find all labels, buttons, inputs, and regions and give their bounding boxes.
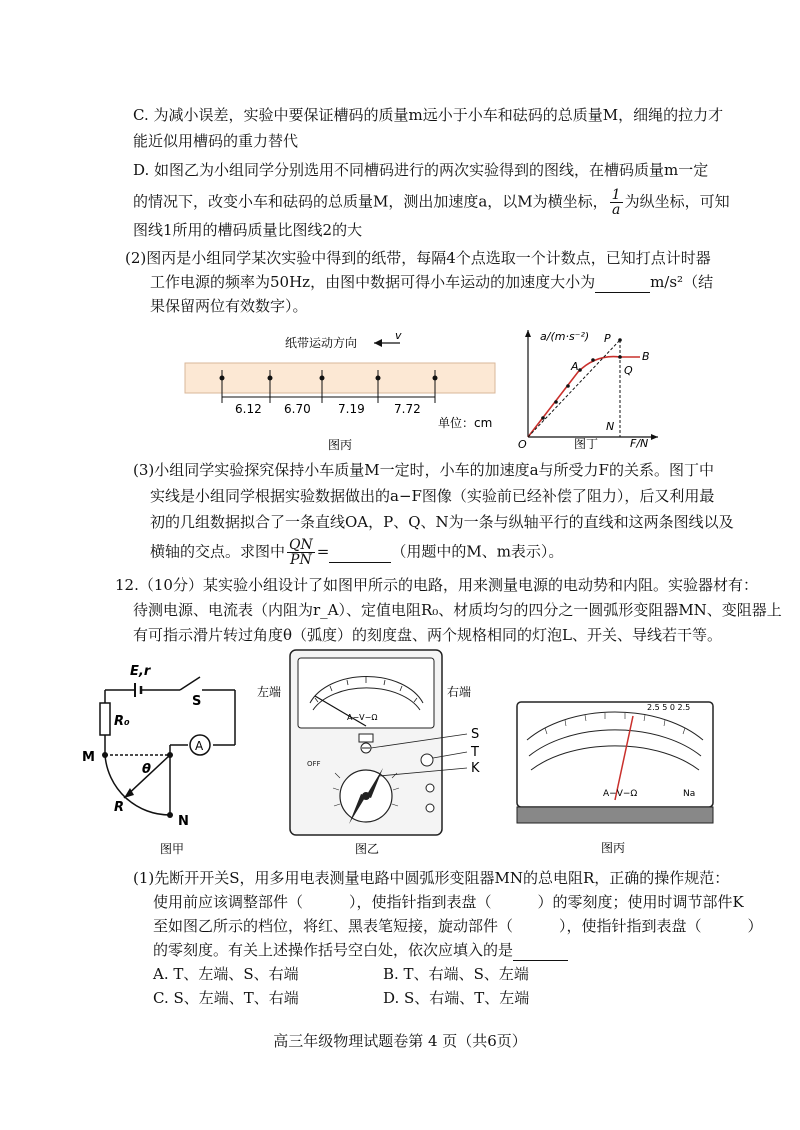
option-d-line1: D. 如图乙为小组同学分别选用不同槽码进行的两次实验得到的图线，在槽码质量m一定 <box>133 161 709 179</box>
point-b-label: B <box>642 350 650 363</box>
node-center <box>167 752 173 758</box>
part3-text-c: （用题中的M、m表示）。 <box>391 542 564 561</box>
na-label: Na <box>683 789 696 799</box>
text: 的零刻度。有关上述操作括号空白处，依次应填入的是 <box>153 941 514 959</box>
tape-unit: 单位：cm <box>438 416 493 430</box>
switch-blade <box>180 677 200 690</box>
ammeter-label: A <box>195 739 204 753</box>
paper-tape <box>185 363 495 393</box>
q12-part1-line4 <box>153 940 568 961</box>
answer-blank-acceleration[interactable] <box>595 272 650 293</box>
y-label: a/(m·s⁻²) <box>540 330 590 343</box>
resistor-label: R₀ <box>114 714 130 729</box>
equals-sign: = <box>316 542 330 561</box>
part-t-knob-icon[interactable] <box>421 754 433 766</box>
text: 使用前应该调整部件（ <box>153 893 304 911</box>
probe-jack-negative[interactable] <box>426 804 434 812</box>
multimeter-figure <box>255 648 495 858</box>
point-p-label: P <box>604 332 611 345</box>
label-t: T <box>471 745 479 760</box>
choice-a[interactable]: A. T、左端、S、右端 <box>153 965 299 983</box>
dial-label: A−V−Ω <box>347 713 378 722</box>
node-m <box>102 752 108 758</box>
part3-text-a: 横轴的交点。求图中 <box>150 542 286 561</box>
n-label: N <box>178 814 189 829</box>
part2-text-a: 工作电源的频率为50Hz，由图中数据可得小车运动的加速度大小为 <box>150 273 596 291</box>
fraction-qn-pn <box>287 538 315 567</box>
tape-caption: 图丙 <box>328 438 353 452</box>
tape-segment-4: 7.72 <box>394 402 421 416</box>
node-n <box>167 812 173 818</box>
origin-label: O <box>518 438 527 451</box>
graph-caption: 图丁 <box>574 437 599 451</box>
part3-line2: 实线是小组同学根据实验数据做出的a−F图像（实验前已经补偿了阻力），后又利用最 <box>150 487 715 505</box>
part2-line1: (2)图丙是小组同学某次实验中得到的纸带，每隔4个点选取一个计数点，已知打点计时器 <box>125 249 711 267</box>
off-label: OFF <box>307 760 321 768</box>
answer-blank-choice[interactable] <box>513 940 568 961</box>
part2-line2 <box>150 272 713 293</box>
tape-segment-3: 7.19 <box>338 402 365 416</box>
option-d-line2 <box>133 188 730 217</box>
frac-den: PN <box>290 552 312 568</box>
fraction-one-over-a <box>610 188 623 217</box>
text: ），使指针指到表盘（ <box>349 893 492 911</box>
option-d-text-b: 为纵坐标，可知 <box>624 192 730 211</box>
left-end-label: 左端 <box>257 685 282 699</box>
part3-line3: 初的几组数据拟合了一条直线OA，P、Q、N为一条与纵轴平行的直线和这两条图线以及 <box>150 513 734 531</box>
q12-part1-line2 <box>153 892 744 912</box>
frac-num: QN <box>289 537 313 553</box>
dial2-label: A−V−Ω <box>603 789 638 799</box>
frac-den: a <box>611 202 621 218</box>
page-footer: 高三年级物理试题卷第 4 页（共6页） <box>273 1032 527 1050</box>
circuit-figure <box>80 655 250 855</box>
range-label: 2.5 5 0 2.5 <box>647 703 691 712</box>
dial-base <box>517 807 713 823</box>
q12-line1: 12.（10分）某实验小组设计了如图甲所示的电路，用来测量电源的电动势和内阻。实验器材有： <box>115 576 758 594</box>
dial-closeup-figure <box>515 700 715 860</box>
option-c-line1: C. 为减小误差，实验中要保证槽码的质量m远小于小车和砝码的总质量M，细绳的拉力才 <box>133 106 724 124</box>
tape-segment-2: 6.70 <box>284 402 311 416</box>
probe-jack-positive[interactable] <box>426 784 434 792</box>
text: ），使指针指到表盘（ <box>559 917 702 935</box>
text: ）的零刻度；使用时调节部件K <box>537 893 744 911</box>
af-graph <box>508 322 668 452</box>
right-end-label: 右端 <box>447 685 472 699</box>
tape-segment-1: 6.12 <box>235 402 262 416</box>
choice-c[interactable]: C. S、左端、T、右端 <box>153 989 299 1007</box>
choice-d[interactable]: D. S、右端、T、左端 <box>383 989 530 1007</box>
x-label: F/N <box>630 437 649 450</box>
label-k: K <box>471 761 480 776</box>
point-a-label: A <box>571 360 579 373</box>
option-d-line3: 图线1所用的槽码质量比图线2的大 <box>133 221 363 239</box>
data-points <box>541 338 622 420</box>
q12-part1-line3 <box>153 916 763 936</box>
part2-line3: 果保留两位有效数字）。 <box>150 297 308 315</box>
multimeter-caption: 图乙 <box>355 842 380 856</box>
option-c-line2: 能近似用槽码的重力替代 <box>133 132 299 150</box>
q12-line2: 待测电源、电流表（内阻为r_A）、定值电阻R₀、材质均匀的四分之一圆弧形变阻器MN、变阻器上 <box>133 601 782 619</box>
arrowhead-icon <box>374 339 382 347</box>
point-q-label: Q <box>624 364 633 377</box>
circuit-caption: 图甲 <box>160 842 185 855</box>
answer-blank-ratio[interactable] <box>329 542 391 563</box>
r-label: R <box>114 800 125 815</box>
label-s: S <box>471 727 480 742</box>
x-axis-arrow-icon <box>651 434 658 440</box>
switch-label: S <box>192 694 202 709</box>
text: 至如图乙所示的档位，将红、黑表笔短接，旋动部件（ <box>153 917 514 935</box>
text: ） <box>747 917 763 935</box>
part3-line1: (3)小组同学实验探究保持小车质量M一定时，小车的加速度a与所受力F的关系。图丁中 <box>133 461 714 479</box>
option-d-text-a: 的情况下，改变小车和砝码的总质量M，测出加速度a，以M为横坐标， <box>133 192 608 211</box>
emf-label: E,r <box>130 664 151 679</box>
velocity-label: v <box>395 329 402 342</box>
theta-label: θ <box>142 762 151 777</box>
part3-line4 <box>150 538 563 567</box>
point-n-label: N <box>606 420 615 433</box>
part2-text-b: m/s²（结 <box>650 273 714 291</box>
m-label: M <box>82 750 95 765</box>
frac-num: 1 <box>611 187 621 203</box>
dial-caption: 图丙 <box>601 841 626 855</box>
zero-screw-slot <box>359 734 373 742</box>
q12-part1-line1: (1)先断开开关S，用多用电表测量电路中圆弧形变阻器MN的总电阻R，正确的操作规范： <box>133 869 730 887</box>
tape-direction-label: 纸带运动方向 <box>285 336 358 350</box>
choice-b[interactable]: B. T、右端、S、左端 <box>383 965 529 983</box>
q12-line3: 有可指示滑片转过角度θ（弧度）的刻度盘、两个规格相同的灯泡L、开关、导线若干等。 <box>133 626 722 644</box>
tape-figure <box>180 325 500 455</box>
resistor-r0 <box>100 703 110 735</box>
y-axis-arrow-icon <box>525 330 531 337</box>
